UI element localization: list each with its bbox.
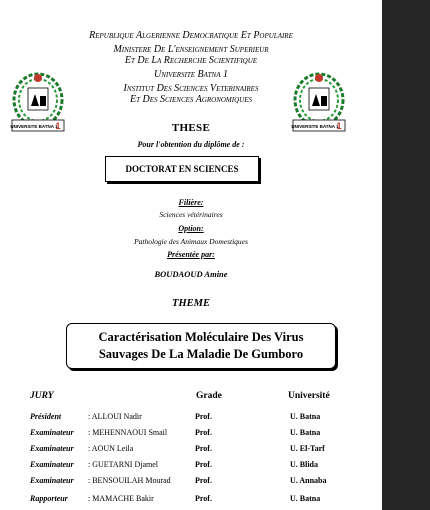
header-line-4: Universite Batna 1 (153, 69, 228, 80)
logo-left-number: 1 (55, 121, 61, 131)
jury-name: : BENSOUILAH Mourad (88, 476, 171, 485)
jury-grade: Prof. (195, 460, 212, 469)
jury-grade: Prof. (195, 428, 212, 437)
jury-row (30, 494, 370, 507)
jury-grade: Prof. (195, 444, 212, 453)
header-line-3: Et De La Recherche Scientifique (124, 55, 258, 66)
jury-grade: Prof. (195, 412, 212, 421)
jury-role: Examinateur (30, 428, 74, 437)
logo-left-text: UNIVERSITE BATNA 1 (10, 124, 58, 129)
theme-line-1: Caractérisation Moléculaire Des Virus (98, 330, 304, 344)
jury-univ: U. Batna (290, 494, 321, 503)
theme-line-2: Sauvages De La Maladie De Gumboro (98, 347, 304, 361)
jury-name: : AOUN Leila (88, 444, 134, 453)
presentee-label: Présentée par: (167, 250, 215, 259)
header-line-2: Ministere De L'enseignement Superieur (113, 44, 269, 55)
header-line-1: Republique Algerienne Democratique Et Populaire (89, 30, 293, 41)
jury-role: Rapporteur (30, 494, 68, 503)
grade-header: Grade (196, 391, 222, 401)
jury-grade: Prof. (195, 476, 212, 485)
jury-univ: U. El-Tarf (290, 444, 325, 453)
jury-row (30, 412, 370, 425)
jury-univ: U. Annaba (290, 476, 327, 485)
jury-role: Président (30, 412, 62, 421)
author-name: BOUDAOUD Amine (154, 269, 228, 279)
these-subtitle: Pour l'obtention du diplôme de : (137, 140, 245, 149)
option-value: Pathologie des Animaux Domestiques (134, 237, 248, 246)
jury-row (30, 460, 370, 473)
degree-text: DOCTORAT EN SCIENCES (125, 164, 239, 174)
jury-header: JURY (30, 391, 54, 401)
viewer-sidebar (382, 0, 430, 510)
header-line-5: Institut Des Sciences Veterinaires (123, 83, 259, 94)
header-line-6: Et Des Sciences Agronomiques (130, 94, 252, 105)
jury-name: : MEHENNAOUI Smail (88, 428, 168, 437)
jury-name: : GUETARNI Djamel (88, 460, 159, 469)
degree-box (105, 156, 259, 182)
jury-row (30, 428, 370, 441)
jury-univ: U. Batna (290, 412, 321, 421)
filiere-label: Filière: (178, 198, 204, 207)
jury-role: Examinateur (30, 476, 74, 485)
jury-univ: U. Blida (290, 460, 319, 469)
universite-header: Université (288, 391, 330, 401)
jury-role: Examinateur (30, 444, 74, 453)
jury-name: : MAMACHE Bakir (88, 494, 154, 503)
theme-box (66, 323, 336, 369)
jury-grade: Prof. (195, 494, 212, 503)
filiere-value: Sciences vétérinaires (159, 210, 223, 219)
these-title: THESE (171, 122, 211, 134)
jury-row (30, 476, 370, 489)
option-label: Option: (178, 224, 204, 233)
logo-right-text: UNIVERSITE BATNA 1 (291, 124, 339, 129)
jury-row (30, 444, 370, 457)
theme-label: THEME (172, 298, 210, 309)
jury-name: : ALLOUI Nadir (88, 412, 142, 421)
jury-univ: U. Batna (290, 428, 321, 437)
jury-role: Examinateur (30, 460, 74, 469)
logo-right-number: 1 (336, 121, 342, 131)
